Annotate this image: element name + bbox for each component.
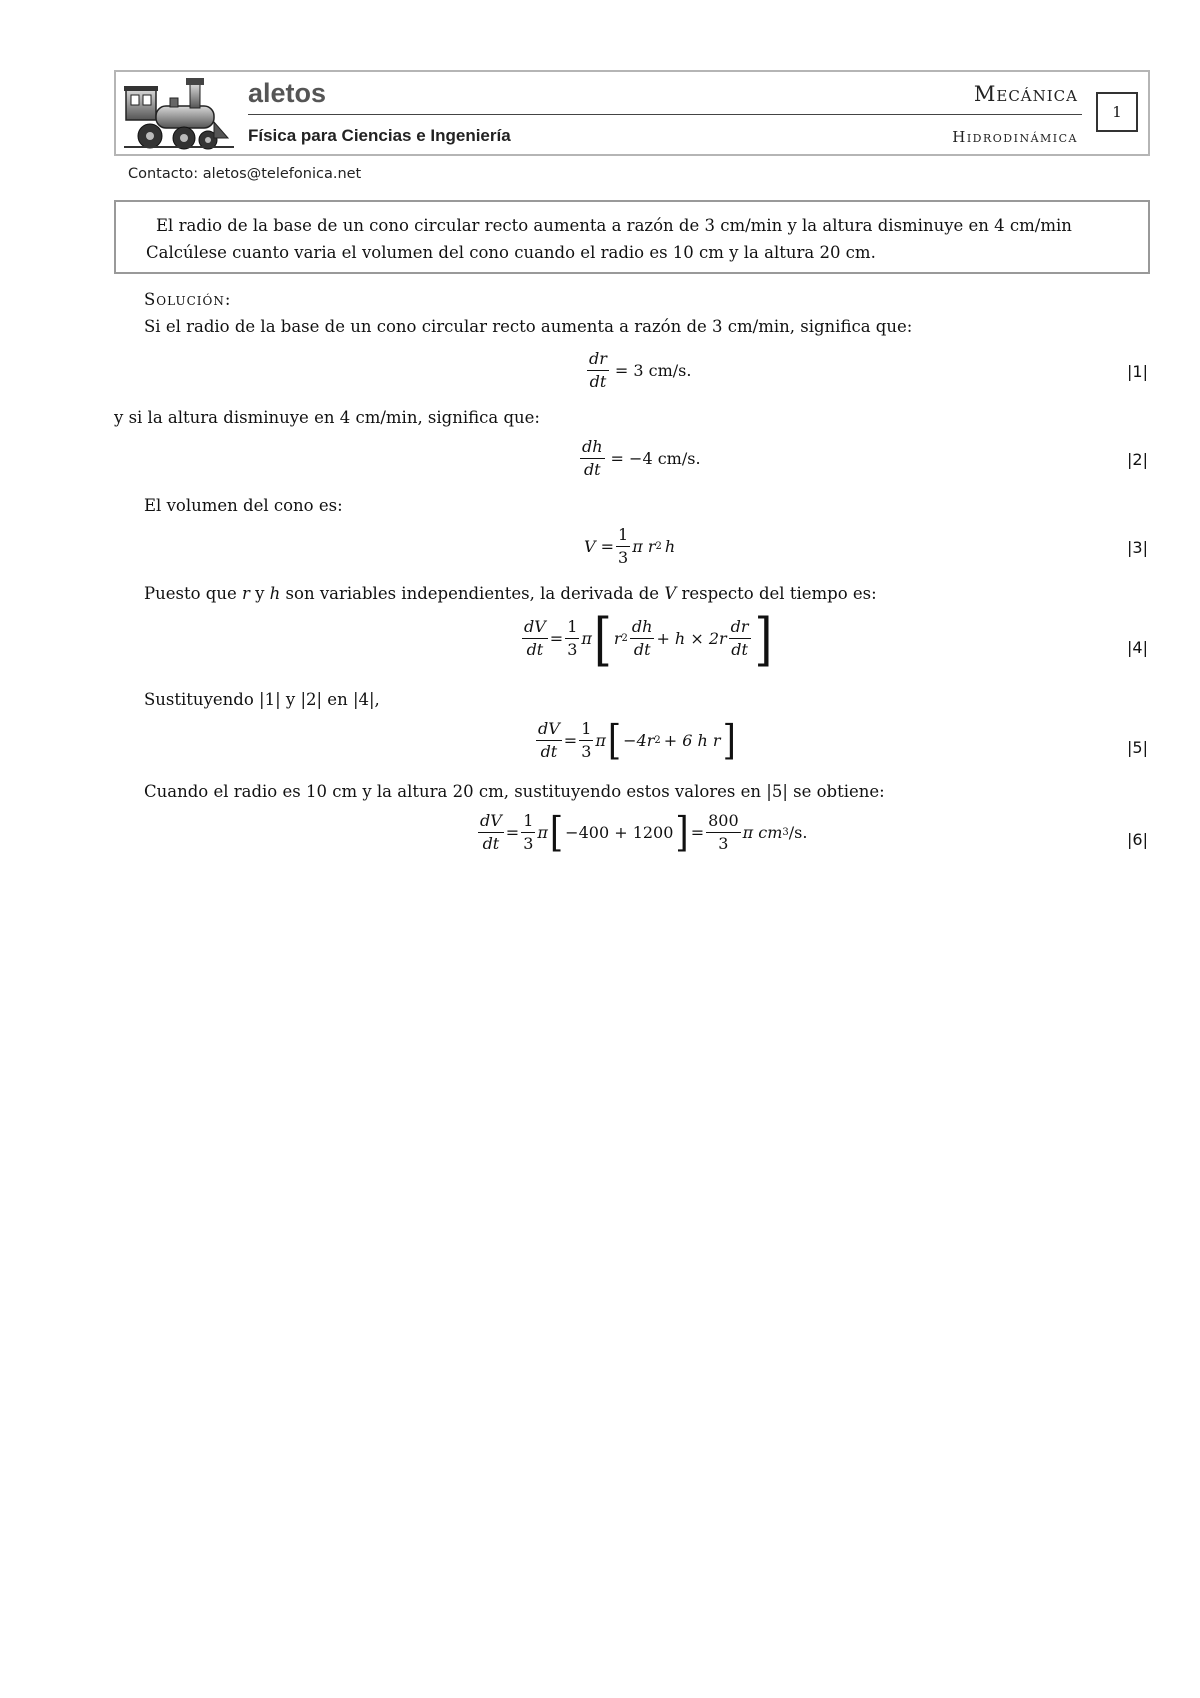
solution-heading: Solución: <box>144 290 232 309</box>
fraction-one-third <box>616 526 630 567</box>
equation-6 <box>476 808 808 857</box>
equation-lhs: V = <box>584 537 615 556</box>
equals-sign: = <box>690 823 705 842</box>
fraction-one-third <box>579 720 593 761</box>
left-bracket: [ <box>593 604 612 673</box>
problem-statement <box>114 200 1150 274</box>
fraction-dV-dt <box>522 618 548 659</box>
document-header <box>114 70 1150 156</box>
fraction-dh-dt <box>580 438 605 479</box>
equals-sign: = <box>563 731 578 750</box>
left-bracket: [ <box>607 716 622 765</box>
fraction-dV-dt <box>478 812 504 853</box>
equation-ref-6: |6| <box>1127 830 1148 849</box>
header-topic: Mecánica <box>973 82 1078 106</box>
fraction-denominator: dt <box>633 640 651 659</box>
right-bracket: ] <box>675 808 689 857</box>
header-rule <box>248 114 1082 115</box>
exponent: 2 <box>621 633 628 644</box>
fraction-denominator: 3 <box>567 640 578 659</box>
exponent: 3 <box>782 827 789 838</box>
right-bracket: ] <box>754 604 773 673</box>
equation-rhs: = 3 cm/s. <box>614 361 692 380</box>
equation-5 <box>534 716 738 765</box>
equation-ref-3: |3| <box>1127 538 1148 557</box>
fraction-numerator: 800 <box>706 812 741 833</box>
fraction-numerator: dV <box>522 618 548 639</box>
equation-ref-1: |1| <box>1127 362 1148 381</box>
equation-ref-4: |4| <box>1127 638 1148 657</box>
fraction-denominator: 3 <box>581 742 592 761</box>
fraction-denominator: dt <box>731 640 748 659</box>
pi-symbol: π <box>537 823 548 842</box>
problem-line-1: El radio de la base de un cono circular recto aumenta a razón de 3 cm/min y la altura disminuye en 4 cm/min <box>156 216 1072 235</box>
equation-inner: −400 + 1200 <box>565 823 674 842</box>
fraction-denominator: dt <box>540 742 558 761</box>
fraction-denominator: dt <box>526 640 544 659</box>
variable-h: h <box>269 584 281 603</box>
contact-line: Contacto: aletos@telefonica.net <box>128 166 362 182</box>
equals-sign: = <box>505 823 520 842</box>
fraction-denominator: 3 <box>718 834 729 853</box>
equation-3 <box>584 526 675 567</box>
fraction-numerator: dh <box>630 618 655 639</box>
equation-tail: + 6 h r <box>663 731 721 750</box>
variable-V: V <box>664 584 677 603</box>
pi-symbol: π <box>581 629 592 648</box>
equation-tail: π cm <box>742 823 783 842</box>
paragraph-text: son variables independientes, la derivada de <box>280 584 665 603</box>
equation-rhs: = −4 cm/s. <box>610 449 701 468</box>
fraction-numerator: 1 <box>616 526 630 547</box>
equation-2 <box>578 438 705 479</box>
solution-paragraph-1: Si el radio de la base de un cono circular recto aumenta a razón de 3 cm/min, significa que: <box>144 317 913 336</box>
left-bracket: [ <box>549 808 564 857</box>
fraction-dr-dt <box>729 618 751 659</box>
fraction-numerator: 1 <box>579 720 593 741</box>
fraction-one-third <box>521 812 535 853</box>
fraction-one-third <box>565 618 579 659</box>
fraction-800-thirds <box>706 812 741 853</box>
solution-paragraph-5: Sustituyendo |1| y |2| en |4|, <box>144 690 380 709</box>
fraction-denominator: dt <box>482 834 500 853</box>
exponent: 2 <box>655 541 662 552</box>
fraction-dh-dt <box>630 618 655 659</box>
equation-4 <box>520 604 774 673</box>
equation-ref-2: |2| <box>1127 450 1148 469</box>
fraction-denominator: dt <box>583 460 601 479</box>
fraction-denominator: 3 <box>523 834 534 853</box>
equals-sign: = <box>549 629 564 648</box>
fraction-denominator: dt <box>589 372 607 391</box>
variable-r: r <box>613 629 622 648</box>
equation-ref-5: |5| <box>1127 738 1148 757</box>
page-number: 1 <box>1096 92 1138 132</box>
paragraph-text: respecto del tiempo es: <box>676 584 877 603</box>
fraction-numerator: dh <box>580 438 605 459</box>
equation-middle: + h × 2r <box>656 629 727 648</box>
fraction-dr-dt <box>587 350 609 391</box>
pi-symbol: π <box>595 731 606 750</box>
brand-name: aletos <box>248 78 327 108</box>
fraction-numerator: dV <box>478 812 504 833</box>
header-subtitle: Física para Ciencias e Ingeniería <box>248 126 511 145</box>
equation-1 <box>585 350 695 391</box>
fraction-dV-dt <box>536 720 562 761</box>
paragraph-text: Puesto que <box>144 584 242 603</box>
fraction-denominator: 3 <box>618 548 629 567</box>
equation-inner: −4r <box>623 731 655 750</box>
right-bracket: ] <box>722 716 736 765</box>
variable-r: r <box>241 584 250 603</box>
locomotive-logo-icon <box>124 76 236 152</box>
fraction-numerator: 1 <box>521 812 535 833</box>
problem-line-2: Calcúlese cuanto varia el volumen del cono cuando el radio es 10 cm y la altura 20 cm. <box>146 243 876 262</box>
fraction-numerator: dr <box>587 350 609 371</box>
solution-paragraph-6: Cuando el radio es 10 cm y la altura 20 cm, sustituyendo estos valores en |5| se obtiene: <box>144 782 885 801</box>
solution-paragraph-3: El volumen del cono es: <box>144 496 343 515</box>
equation-tail: h <box>664 537 676 556</box>
paragraph-text: y <box>249 584 270 603</box>
exponent: 2 <box>654 735 661 746</box>
solution-paragraph-2: y si la altura disminuye en 4 cm/min, significa que: <box>114 408 540 427</box>
equation-unit: /s. <box>788 823 808 842</box>
fraction-numerator: dV <box>536 720 562 741</box>
solution-paragraph-4 <box>144 584 877 603</box>
header-subtopic: Hidrodinámica <box>952 128 1078 146</box>
fraction-numerator: dr <box>729 618 751 639</box>
equation-term: π r <box>632 537 656 556</box>
fraction-numerator: 1 <box>565 618 579 639</box>
